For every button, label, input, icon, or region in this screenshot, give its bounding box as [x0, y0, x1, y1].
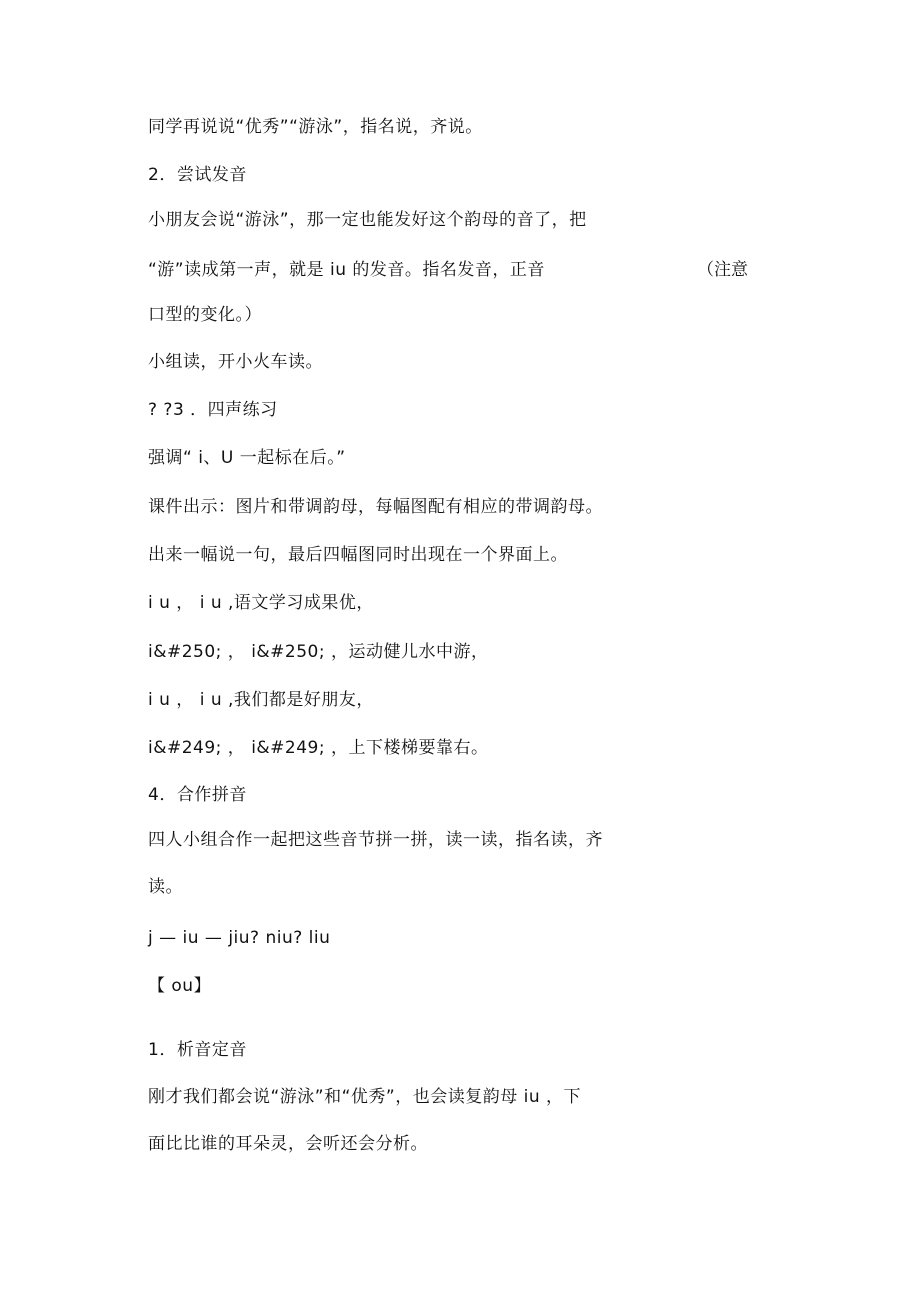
- paragraph-line: 小组读，开小火车读。: [148, 352, 323, 372]
- rhyme-line: i&#249; ， i&#249; ，上下楼梯要靠右。: [148, 738, 489, 758]
- paragraph-line: 强调“ i、U 一起标在后。”: [148, 448, 346, 468]
- paragraph-line: 面比比谁的耳朵灵，会听还会分析。: [148, 1134, 428, 1154]
- paragraph-line: 小朋友会说“游泳”，那一定也能发好这个韵母的音了，把: [148, 210, 587, 230]
- section-heading: 1．析音定音: [148, 1040, 247, 1060]
- paragraph-line: 刚才我们都会说“游泳”和“优秀”，也会读复韵母 iu ，下: [148, 1087, 582, 1107]
- paragraph-line: “游”读成第一声，就是 iu 的发音。指名发音，正音: [148, 260, 545, 280]
- rhyme-line: i u ， i u ,我们都是好朋友，: [148, 690, 374, 710]
- paragraph-line: 出来一幅说一句，最后四幅图同时出现在一个界面上。: [148, 545, 568, 565]
- syllable-line: j — iu — jiu? niu? liu: [148, 928, 331, 948]
- section-heading: 【 ou】: [148, 976, 212, 996]
- section-heading: ? ?3 ．四声练习: [148, 400, 278, 420]
- rhyme-line: i u ， i u ,语文学习成果优，: [148, 593, 374, 613]
- paragraph-line: 课件出示：图片和带调韵母，每幅图配有相应的带调韵母。: [148, 497, 603, 517]
- note-text: （注意: [697, 260, 748, 280]
- section-heading: 4．合作拼音: [148, 785, 247, 805]
- section-heading: 2．尝试发音: [148, 165, 247, 185]
- paragraph-line: 四人小组合作一起把这些音节拼一拼，读一读，指名读，齐: [148, 830, 603, 850]
- paragraph-line: 口型的变化。）: [148, 305, 262, 325]
- rhyme-line: i&#250; ， i&#250; ，运动健儿水中游，: [148, 642, 489, 662]
- paragraph-line: 同学再说说“优秀”“游泳”，指名说，齐说。: [148, 117, 483, 137]
- paragraph-line: 读。: [148, 877, 183, 897]
